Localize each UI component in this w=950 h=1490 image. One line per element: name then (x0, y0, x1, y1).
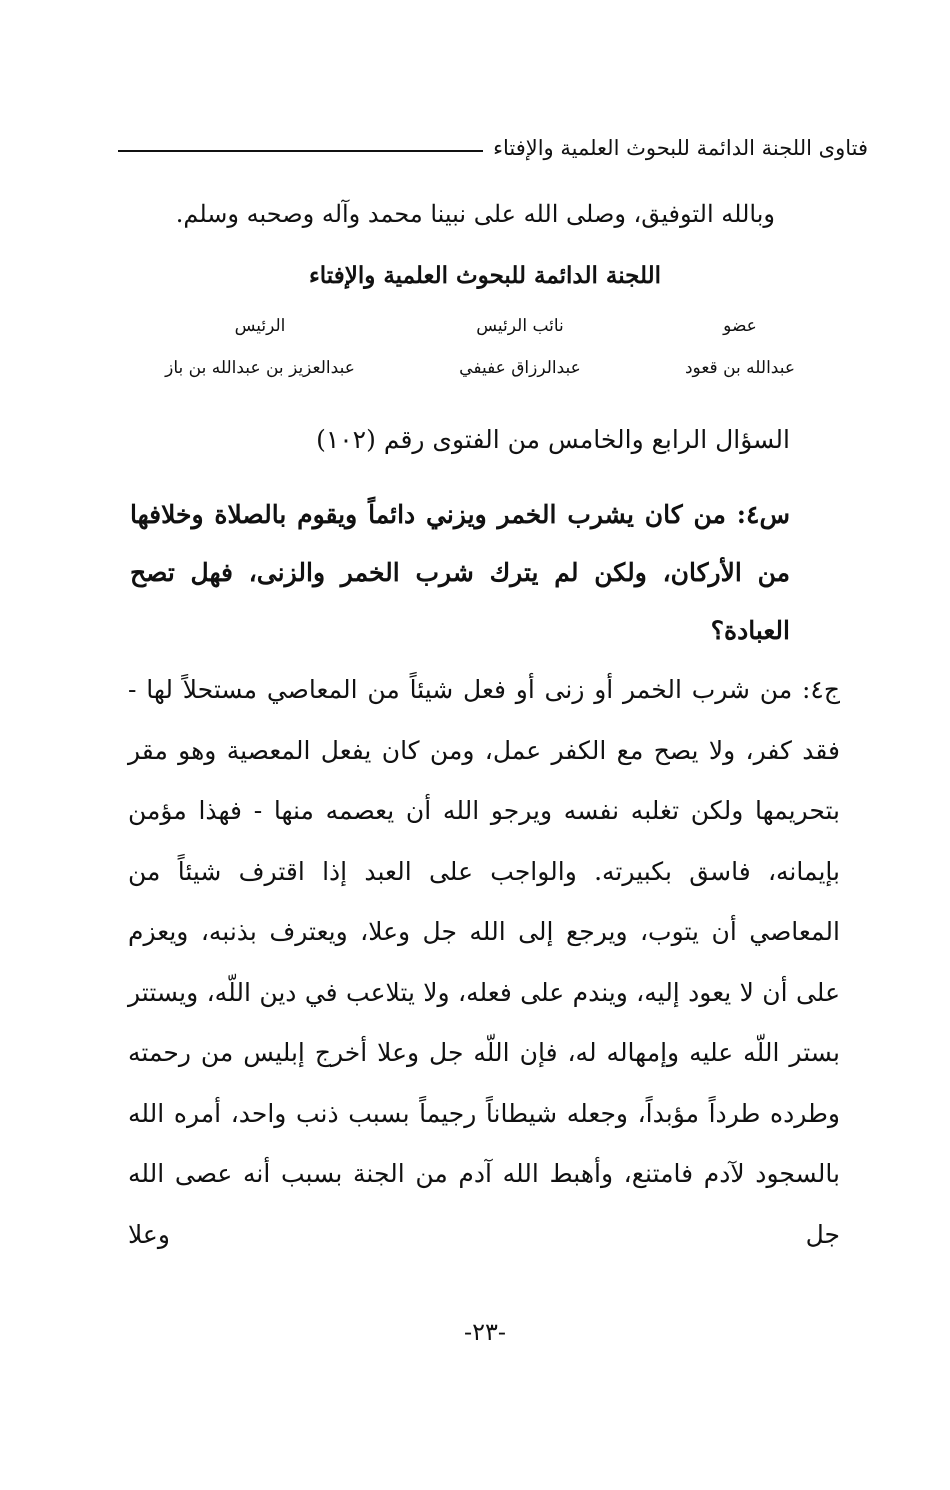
signatory-role-member: عضو (723, 316, 757, 336)
signatory-names (140, 358, 820, 378)
signatory-roles (140, 316, 820, 336)
question-paragraph: س٤: من كان يشرب الخمر ويزني دائماً ويقوم بالصلاة وخلافها من الأركان، ولكن لم يترك شرب الخمر والزنى، فهل تصح العبادة؟ (130, 500, 790, 645)
fatwa-reference: السؤال الرابع والخامس من الفتوى رقم (١٠٢) (316, 425, 790, 454)
signatory-name-member: عبدالله بن قعود (684, 358, 795, 378)
answer-paragraph: ج٤: من شرب الخمر أو زنى أو فعل شيئاً من المعاصي مستحلاً لها - فقد كفر، ولا يصح مع الكفر عمل، ومن كان يفعل المعصية وهو مقر بتحريمها ولكن تغلبه نفسه ويرجو الله أن يعصمه منها - فهذا مؤمن بإيمانه، فاسق بكبيرته. والواجب على العبد إذا اقترف شيئاً من المعاصي أن يتوب، ويرجع إلى الله جل وعلا، ويعترف بذنبه، ويعزم على أن لا يعود إليه، ويندم على فعله، ولا يتلاعب في دين اللّه، ويستتر بستر اللّه عليه وإمهاله له، فإن اللّه جل وعلا أخرج إبليس من رحمته وطرده طرداً مؤبداً، وجعله شيطاناً رجيماً بسبب ذنب واحد، أمره الله بالسجود لآدم فامتنع، وأهبط الله آدم من الجنة بسبب أنه عصى الله جل وعلا (128, 675, 840, 1249)
running-header (118, 128, 868, 168)
signatory-role-vice-president: نائب الرئيس (476, 316, 564, 336)
running-header-title: فتاوى اللجنة الدائمة للبحوث العلمية والإفتاء (493, 136, 868, 160)
signatory-role-president: الرئيس (234, 316, 286, 336)
header-rule (118, 150, 483, 152)
signatory-name-president: عبدالعزيز بن عبدالله بن باز (165, 358, 355, 378)
closing-line: وبالله التوفيق، وصلى الله على نبينا محمد وآله وصحبه وسلم. (175, 200, 775, 228)
signatory-name-vice-president: عبدالرزاق عفيفي (459, 358, 581, 378)
committee-title: اللجنة الدائمة للبحوث العلمية والإفتاء (308, 262, 662, 289)
page-number: -٢٣- (464, 1318, 506, 1346)
